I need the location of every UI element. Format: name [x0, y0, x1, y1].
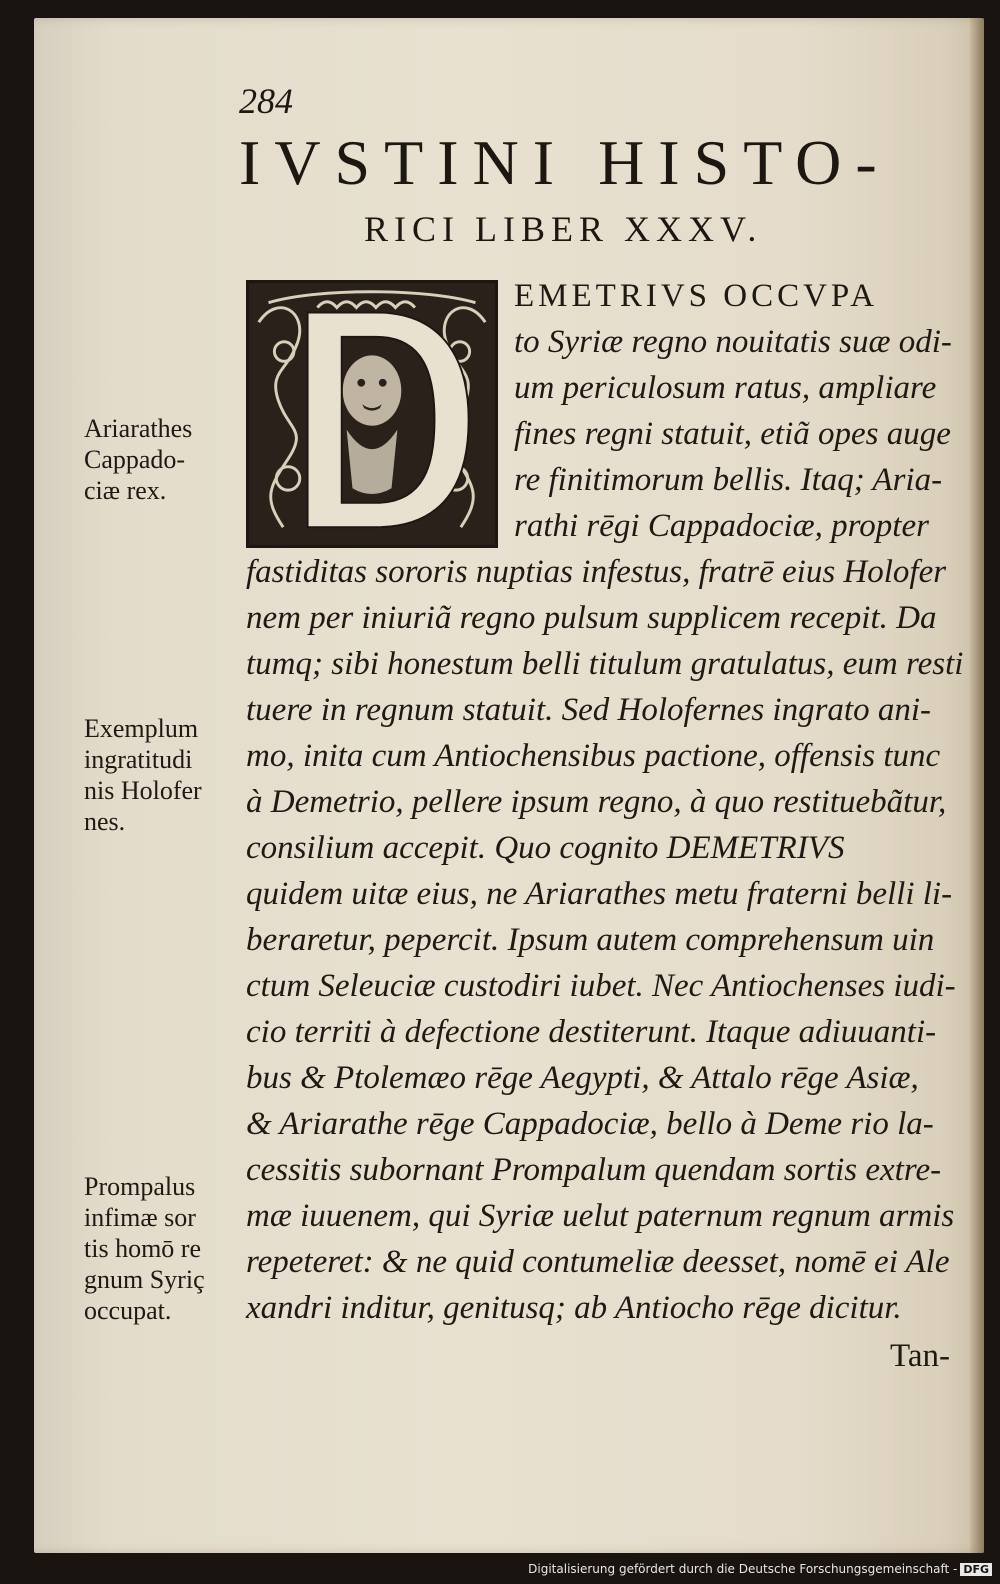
margin-note-line: infimæ sor [84, 1203, 196, 1232]
margin-note-line: Ariarathes [84, 414, 193, 443]
chapter-title-line-2: RICI LIBER XXXV. [364, 209, 763, 249]
margin-note-line: ciæ rex. [84, 476, 167, 505]
margin-note-line: Cappado- [84, 445, 186, 474]
text-line: um periculosum ratus, ampliare [514, 370, 937, 406]
chapter-title-line-1: IVSTINI HISTO- [239, 127, 891, 198]
margin-note-line: occupat. [84, 1296, 172, 1325]
text-line: rathi rēgi Cappadociæ, propter [514, 508, 929, 544]
text-line: beraretur, pepercit. Ipsum autem comprehensum uin [246, 922, 935, 958]
dfg-logo-icon: DFG [960, 1563, 992, 1576]
text-line: nem per iniuriã regno pulsum supplicem recepit. Da [246, 600, 937, 636]
text-line: xandri inditur, genitusq; ab Antiocho rēge dicitur. [246, 1290, 902, 1326]
text-line: quidem uitæ eius, ne Ariarathes metu fraterni belli li- [246, 876, 953, 912]
text-line: fines regni statuit, etiã opes auge [514, 416, 951, 452]
book-page [34, 18, 984, 1553]
page-edge-shadow [970, 18, 984, 1553]
body-text [246, 273, 964, 1331]
margin-note-line: Prompalus [84, 1172, 196, 1201]
margin-note-line: gnum Syriç [84, 1265, 205, 1294]
text-line: tuere in regnum statuit. Sed Holofernes ingrato ani- [246, 692, 931, 728]
margin-note-line: Exemplum [84, 714, 199, 743]
text-line: mo, inita cum Antiochensibus pactione, offensis tunc [246, 738, 941, 774]
text-line: cessitis subornant Prompalum quendam sortis extre- [246, 1152, 942, 1188]
margin-note-line: nis Holofer [84, 776, 202, 805]
text-line: ctum Seleuciæ custodiri iubet. Nec Antiochenses iudi- [246, 968, 956, 1004]
text-line: mæ iuuenem, qui Syriæ uelut paternum regnum armis [246, 1198, 955, 1234]
digitization-credit [528, 1562, 992, 1576]
text-line: consilium accepit. Quo cognito DEMETRIVS [246, 830, 845, 866]
text-line: re finitimorum bellis. Itaq; Aria- [514, 462, 943, 498]
margin-note-line: ingratitudi [84, 745, 193, 774]
text-line: EMETRIVS OCCVPA [514, 278, 879, 314]
margin-note-ariarathes [84, 413, 234, 506]
text-line: & Ariarathe rēge Cappadociæ, bello à Deme rio la- [246, 1106, 934, 1142]
text-line: repeteret: & ne quid contumeliæ deesset, nomē ei Ale [246, 1244, 950, 1280]
text-line: fastiditas sororis nuptias infestus, fratrē eius Holofer [246, 554, 947, 590]
catchword: Tan- [890, 1338, 950, 1374]
text-line: cio territi à defectione destiterunt. Itaque adiuuanti- [246, 1014, 937, 1050]
text-line: tumq; sibi honestum belli titulum gratulatus, eum resti [246, 646, 964, 682]
text-line: à Demetrio, pellere ipsum regno, à quo restituebãtur, [246, 784, 947, 820]
text-line: bus & Ptolemæo rēge Aegypti, & Attalo rēge Asiæ, [246, 1060, 919, 1096]
margin-note-prompalus [84, 1171, 234, 1326]
credit-text: Digitalisierung gefördert durch die Deutsche Forschungsgemeinschaft - [528, 1562, 958, 1576]
margin-note-line: nes. [84, 807, 126, 836]
margin-note-line: tis homō re [84, 1234, 201, 1263]
margin-note-exemplum [84, 713, 234, 837]
text-line: to Syriæ regno nouitatis suæ odi- [514, 324, 952, 360]
page-number: 284 [239, 81, 293, 121]
